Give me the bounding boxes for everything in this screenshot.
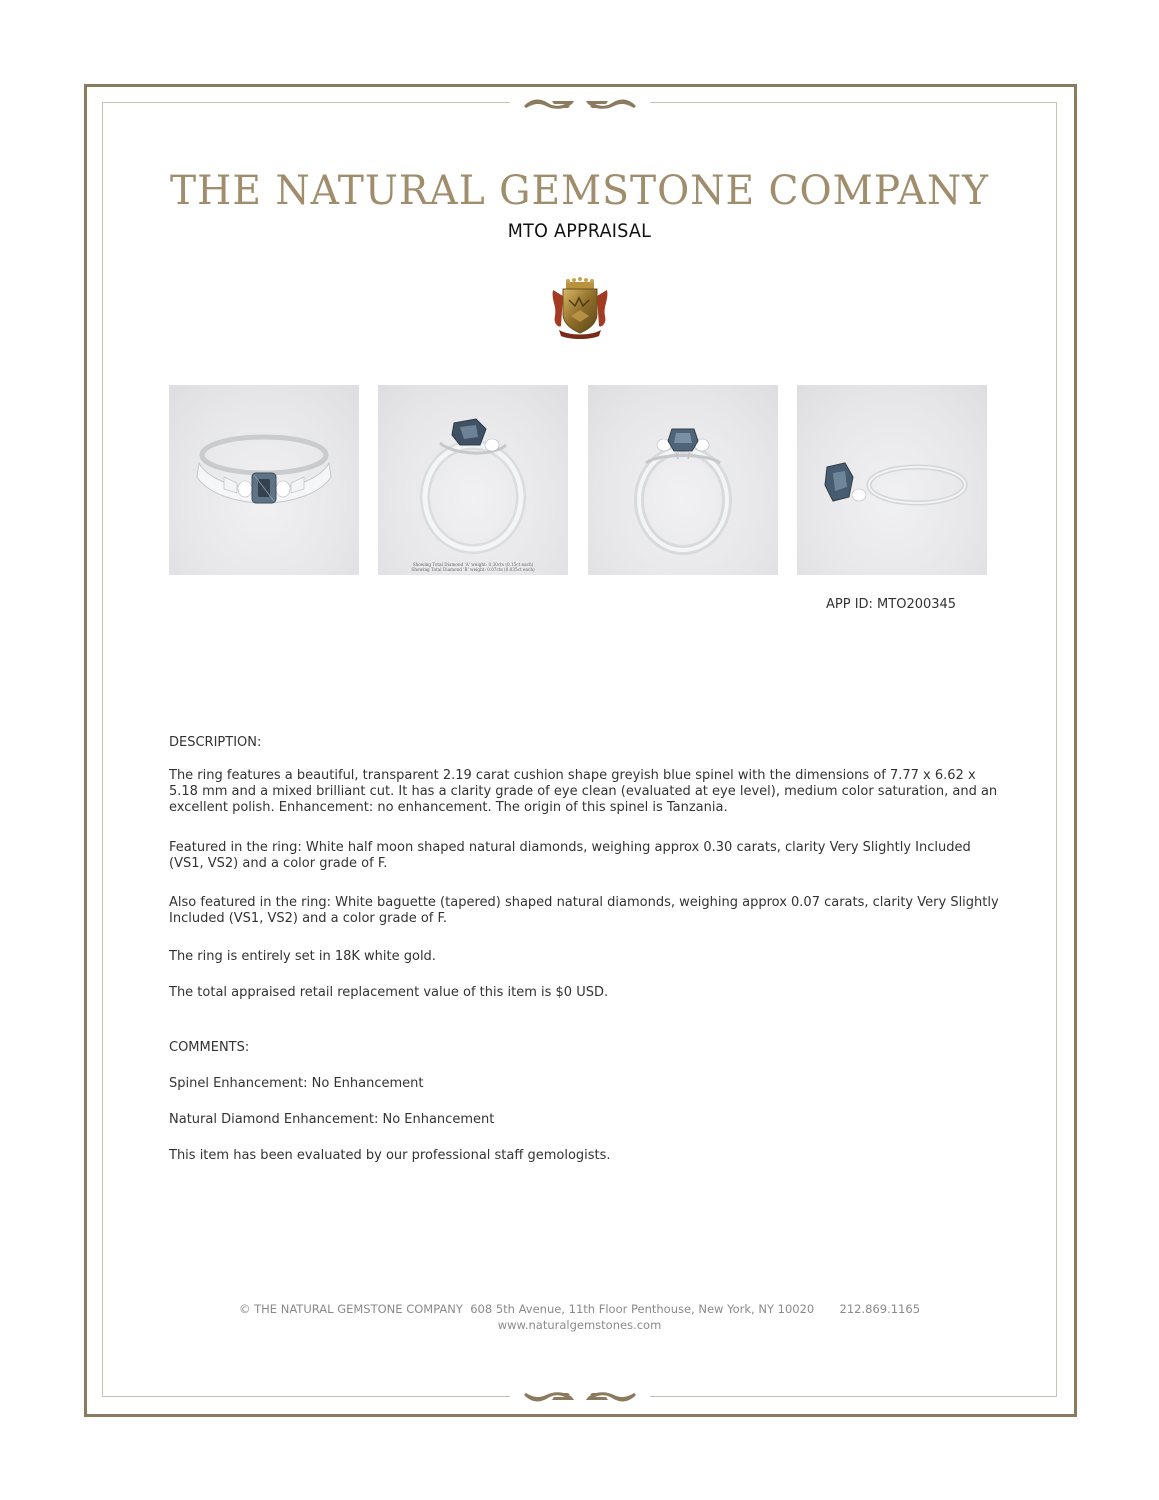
footer-phone: 212.869.1165	[839, 1302, 921, 1316]
description-paragraph-metal: The ring is entirely set in 18K white gold.	[169, 949, 436, 964]
app-id-label: APP ID: MTO200345	[826, 597, 957, 612]
description-paragraph-appraised-value: The total appraised retail replacement value of this item is $0 USD.	[169, 985, 609, 1000]
footer-contact-line	[0, 1301, 1159, 1317]
ring-photo-top-view	[169, 385, 359, 575]
footer-copyright: © THE NATURAL GEMSTONE COMPANY	[238, 1302, 463, 1316]
description-paragraph-spinel: The ring features a beautiful, transparent 2.19 carat cushion shape greyish blue spinel with the dimensions of 7.77 x 6.62 x 5.18 mm and a mixed brilliant cut. It has a clarity grade of eye clean (evaluated at eye level), medium color saturation, and an excellent polish. Enhancement: no enhancement. The origin of this spinel is Tanzania.	[169, 768, 998, 815]
ring-photo-side-view	[797, 385, 987, 575]
photo-weight-caption: Showing Total Diamond 'A' weight: 0.30cts (0.15ct each) Showing Total Diamond 'B' weight: 0.07cts (0.035ct each)	[411, 562, 535, 572]
top-flourish-ornament-icon	[510, 94, 650, 112]
comment-spinel-enhancement: Spinel Enhancement: No Enhancement	[169, 1076, 424, 1091]
ring-photo-angle-view	[378, 385, 568, 575]
comment-diamond-enhancement: Natural Diamond Enhancement: No Enhancement	[169, 1112, 495, 1127]
document-type-subtitle: MTO APPRAISAL	[507, 220, 652, 242]
description-heading: DESCRIPTION:	[169, 735, 262, 750]
description-paragraph-baguette-diamonds: Also featured in the ring: White baguette (tapered) shaped natural diamonds, weighing approx 0.07 carats, clarity Very Slightly Included (VS1, VS2) and a color grade of F.	[169, 895, 999, 926]
footer-address: 608 5th Avenue, 11th Floor Penthouse, New York, NY 10020	[470, 1302, 815, 1316]
comment-evaluation-statement: This item has been evaluated by our professional staff gemologists.	[169, 1148, 611, 1163]
company-name-title: THE NATURAL GEMSTONE COMPANY	[170, 168, 989, 214]
description-paragraph-half-moon-diamonds: Featured in the ring: White half moon shaped natural diamonds, weighing approx 0.30 carats, clarity Very Slightly Included (VS1, VS2) and a color grade of F.	[169, 840, 971, 871]
bottom-flourish-ornament-icon	[510, 1389, 650, 1407]
footer	[0, 1301, 1159, 1333]
ring-photo-front-view	[588, 385, 778, 575]
ring-photo-gallery	[169, 385, 989, 575]
comments-heading: COMMENTS:	[169, 1040, 250, 1055]
company-crest-icon	[549, 276, 611, 342]
footer-website-link[interactable]: www.naturalgemstones.com	[497, 1318, 662, 1332]
